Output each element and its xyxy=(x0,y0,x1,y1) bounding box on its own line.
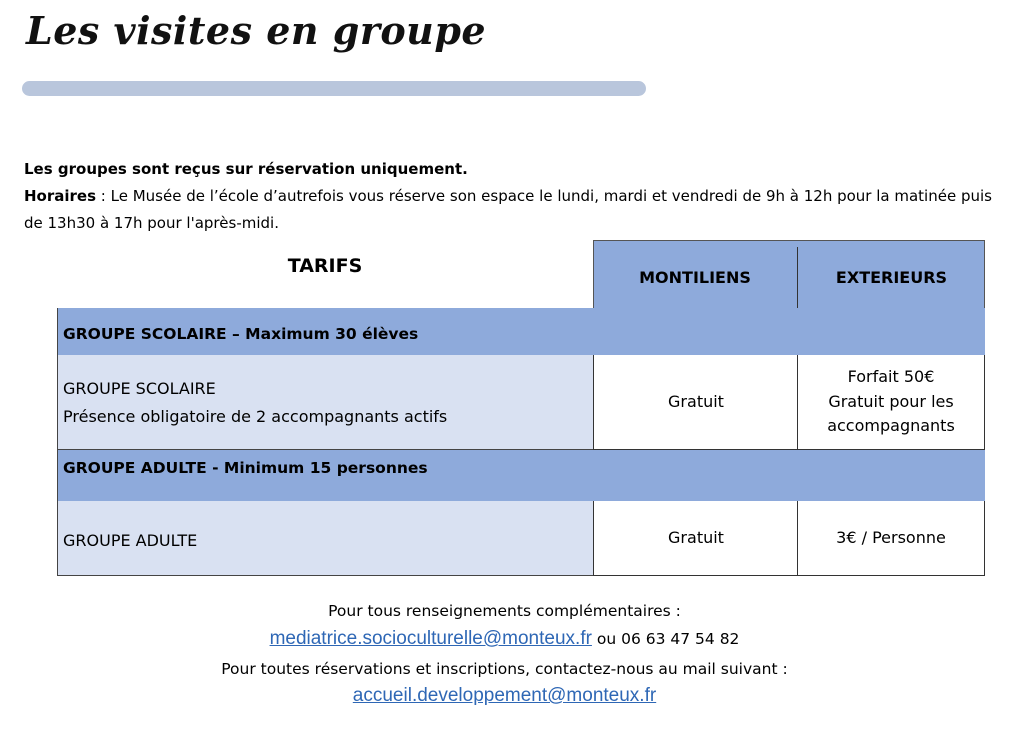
row-label-line2: Présence obligatoire de 2 accompagnants actifs xyxy=(63,407,448,426)
reservation-notice: Les groupes sont reçus sur réservation uniquement. xyxy=(24,160,468,178)
hours-label: Horaires xyxy=(24,187,97,205)
reservation-line: Pour toutes réservations et inscriptions, contactez-nous au mail suivant : xyxy=(221,660,788,678)
hours-text: : Le Musée de l’école d’autrefois vous réserve son espace le lundi, mardi et vendredi de 9h à 12h pour la matinée puis de 13h30 à 17h pour l'après-midi. xyxy=(24,187,992,232)
cell-adulte-exterieurs xyxy=(797,501,985,576)
row-label-adulte xyxy=(57,501,593,576)
intro-text xyxy=(24,156,999,237)
price-line1: Forfait 50€ xyxy=(847,367,935,387)
hours-paragraph xyxy=(24,183,999,237)
phone-text: ou 06 63 47 54 82 xyxy=(591,630,740,648)
cell-adulte-montiliens xyxy=(593,501,798,576)
info-line: Pour tous renseignements complémentaires : xyxy=(328,602,681,620)
title-underline-bar xyxy=(22,81,646,96)
price-value: Gratuit xyxy=(668,527,724,547)
column-header-montiliens: MONTILIENS xyxy=(639,268,751,287)
row-label-line1: GROUPE ADULTE xyxy=(63,531,198,550)
contact-line xyxy=(0,628,1009,650)
email-link-accueil[interactable]: accueil.developpement@monteux.fr xyxy=(352,685,657,706)
row-label-line1: GROUPE SCOLAIRE xyxy=(63,379,216,398)
cell-scolaire-montiliens xyxy=(593,355,798,450)
row-label-scolaire xyxy=(57,355,593,450)
email-link-mediatrice[interactable]: mediatrice.socioculturelle@monteux.fr xyxy=(269,628,592,649)
section-header-label: GROUPE ADULTE - Minimum 15 personnes xyxy=(63,459,428,477)
reservation-email-line xyxy=(0,685,1009,707)
section-header-scolaire xyxy=(57,308,985,355)
section-header-adulte xyxy=(57,450,985,501)
column-header-exterieurs: EXTERIEURS xyxy=(835,268,948,287)
price-line3: accompagnants xyxy=(827,416,955,436)
table-title: TARIFS xyxy=(287,255,363,277)
section-header-label: GROUPE SCOLAIRE – Maximum 30 élèves xyxy=(63,325,419,343)
price-value: 3€ / Personne xyxy=(836,527,946,547)
cell-scolaire-exterieurs xyxy=(797,355,985,450)
page-title: Les visites en groupe xyxy=(26,8,487,53)
price-line2: Gratuit pour les xyxy=(828,391,954,411)
price-value: Gratuit xyxy=(668,391,724,411)
